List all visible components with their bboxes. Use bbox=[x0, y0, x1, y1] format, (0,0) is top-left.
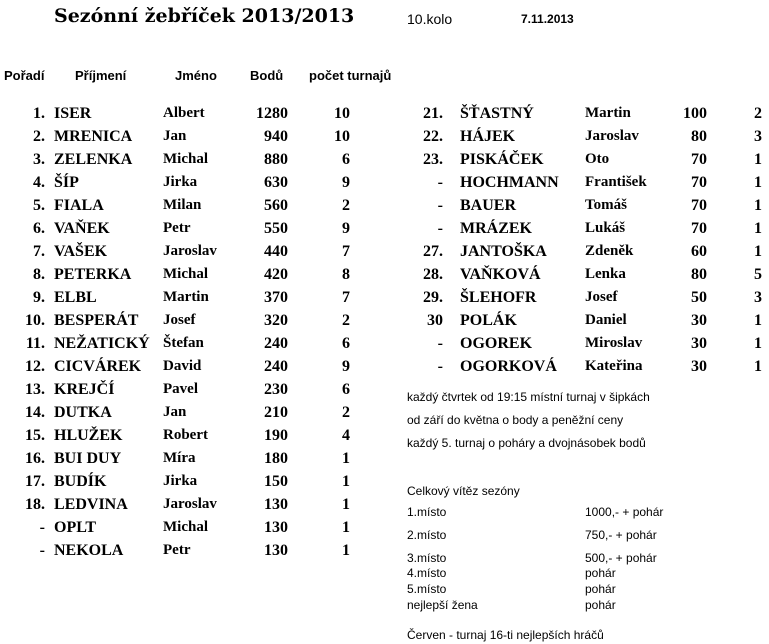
surname-cell: OGORKOVÁ bbox=[460, 358, 557, 375]
points-cell: 550 bbox=[264, 220, 288, 237]
first-name-cell: Zdeněk bbox=[585, 243, 634, 259]
tournaments-cell: 2 bbox=[754, 105, 762, 122]
points-cell: 30 bbox=[691, 335, 707, 352]
first-name-cell: Jan bbox=[163, 128, 187, 144]
surname-cell: BUI DUY bbox=[54, 450, 122, 467]
surname-cell: BESPERÁT bbox=[54, 312, 139, 329]
page-title: Sezónní žebříček 2013/2013 bbox=[54, 5, 355, 27]
tournaments-cell: 4 bbox=[342, 427, 350, 444]
prize-reward: pohár bbox=[585, 566, 616, 580]
tournaments-cell: 5 bbox=[754, 266, 762, 283]
points-cell: 1280 bbox=[256, 105, 288, 122]
rank-cell: 2. bbox=[33, 128, 45, 145]
prize-reward: 750,- + pohár bbox=[585, 528, 657, 542]
surname-cell: ŠLEHOFR bbox=[460, 289, 537, 306]
first-name-cell: František bbox=[585, 174, 647, 190]
rank-cell: - bbox=[437, 335, 443, 352]
rank-cell: 11. bbox=[25, 335, 45, 352]
tournaments-cell: 1 bbox=[754, 151, 762, 168]
surname-cell: ŠÍP bbox=[54, 174, 79, 191]
prize-place: 2.místo bbox=[407, 528, 447, 542]
tournaments-cell: 1 bbox=[342, 542, 350, 559]
first-name-cell: Jaroslav bbox=[163, 243, 217, 259]
first-name-cell: Albert bbox=[163, 105, 205, 121]
tournaments-cell: 9 bbox=[342, 174, 350, 191]
prize-place: 4.místo bbox=[407, 566, 447, 580]
surname-cell: HOCHMANN bbox=[460, 174, 559, 191]
rank-cell: 7. bbox=[33, 243, 45, 260]
surname-cell: LEDVINA bbox=[54, 496, 128, 513]
surname-cell: ŠŤASTNÝ bbox=[460, 105, 534, 122]
tournaments-cell: 6 bbox=[342, 151, 350, 168]
first-name-cell: Kateřina bbox=[585, 358, 643, 374]
surname-cell: HÁJEK bbox=[460, 128, 516, 145]
note-weekly: každý čtvrtek od 19:15 místní turnaj v šipkách bbox=[407, 390, 650, 404]
rank-cell: 3. bbox=[33, 151, 45, 168]
note-season: od září do května o body a peněžní ceny bbox=[407, 413, 624, 427]
rank-cell: 17. bbox=[25, 473, 45, 490]
rank-cell: - bbox=[437, 358, 443, 375]
rank-cell: 18. bbox=[25, 496, 45, 513]
rank-cell: 27. bbox=[423, 243, 443, 260]
tournaments-cell: 1 bbox=[754, 220, 762, 237]
tournaments-cell: 9 bbox=[342, 220, 350, 237]
rank-cell: 8. bbox=[33, 266, 45, 283]
surname-cell: OGOREK bbox=[460, 335, 533, 352]
first-name-cell: Josef bbox=[163, 312, 196, 328]
first-name-cell: Robert bbox=[163, 427, 208, 443]
first-name-cell: Jirka bbox=[163, 473, 198, 489]
points-cell: 880 bbox=[264, 151, 288, 168]
surname-cell: OPLT bbox=[54, 519, 97, 536]
rank-cell: - bbox=[437, 197, 443, 214]
surname-cell: CICVÁREK bbox=[54, 358, 142, 375]
rank-cell: 4. bbox=[33, 174, 45, 191]
prizes-title: Celkový vítěz sezóny bbox=[407, 484, 520, 498]
tournaments-cell: 10 bbox=[334, 128, 350, 145]
rank-cell: 16. bbox=[25, 450, 45, 467]
round-label: 10.kolo bbox=[407, 11, 453, 27]
points-cell: 370 bbox=[264, 289, 288, 306]
first-name-cell: Milan bbox=[163, 197, 202, 213]
first-name-cell: Michal bbox=[163, 151, 208, 167]
tournaments-cell: 7 bbox=[342, 243, 350, 260]
tournaments-cell: 1 bbox=[342, 473, 350, 490]
rank-cell: 1. bbox=[33, 105, 45, 122]
points-cell: 630 bbox=[264, 174, 288, 191]
first-name-cell: Petr bbox=[163, 220, 191, 236]
points-cell: 70 bbox=[691, 174, 707, 191]
points-cell: 150 bbox=[264, 473, 288, 490]
rank-cell: - bbox=[39, 542, 45, 559]
rank-cell: 12. bbox=[25, 358, 45, 375]
first-name-cell: Daniel bbox=[585, 312, 627, 328]
points-cell: 210 bbox=[264, 404, 288, 421]
first-name-cell: Michal bbox=[163, 266, 208, 282]
first-name-cell: Jaroslav bbox=[163, 496, 217, 512]
surname-cell: POLÁK bbox=[460, 312, 517, 329]
points-cell: 80 bbox=[691, 266, 707, 283]
first-name-cell: Martin bbox=[163, 289, 209, 305]
header-rank: Pořadí bbox=[4, 68, 45, 83]
tournaments-cell: 1 bbox=[754, 335, 762, 352]
points-cell: 70 bbox=[691, 197, 707, 214]
tournaments-cell: 1 bbox=[342, 450, 350, 467]
surname-cell: BAUER bbox=[460, 197, 517, 214]
prize-place: nejlepší žena bbox=[407, 598, 478, 612]
first-name-cell: Tomáš bbox=[585, 197, 627, 213]
tournaments-cell: 8 bbox=[342, 266, 350, 283]
tournaments-cell: 2 bbox=[342, 404, 350, 421]
rank-cell: 10. bbox=[25, 312, 45, 329]
date-label: 7.11.2013 bbox=[521, 12, 574, 26]
prize-place: 1.místo bbox=[407, 505, 447, 519]
rank-cell: 9. bbox=[33, 289, 45, 306]
tournaments-cell: 6 bbox=[342, 335, 350, 352]
surname-cell: ISER bbox=[54, 105, 92, 122]
points-cell: 100 bbox=[683, 105, 707, 122]
rank-cell: 21. bbox=[423, 105, 443, 122]
surname-cell: NEKOLA bbox=[54, 542, 124, 559]
tournaments-cell: 1 bbox=[342, 496, 350, 513]
surname-cell: FIALA bbox=[54, 197, 104, 214]
note-cups: každý 5. turnaj o poháry a dvojnásobek bodů bbox=[407, 436, 646, 450]
prize-reward: pohár bbox=[585, 598, 616, 612]
tournaments-cell: 2 bbox=[342, 197, 350, 214]
surname-cell: HLUŽEK bbox=[54, 427, 123, 444]
tournaments-cell: 7 bbox=[342, 289, 350, 306]
points-cell: 230 bbox=[264, 381, 288, 398]
surname-cell: VAŇEK bbox=[54, 220, 110, 237]
surname-cell: JANTOŠKA bbox=[460, 243, 547, 260]
points-cell: 320 bbox=[264, 312, 288, 329]
tournaments-cell: 1 bbox=[754, 358, 762, 375]
first-name-cell: Josef bbox=[585, 289, 618, 305]
points-cell: 940 bbox=[264, 128, 288, 145]
points-cell: 240 bbox=[264, 335, 288, 352]
first-name-cell: Petr bbox=[163, 542, 191, 558]
tournaments-cell: 1 bbox=[754, 312, 762, 329]
prize-reward: 500,- + pohár bbox=[585, 551, 657, 565]
points-cell: 130 bbox=[264, 496, 288, 513]
rank-cell: - bbox=[437, 220, 443, 237]
surname-cell: ELBL bbox=[54, 289, 97, 306]
tournaments-cell: 9 bbox=[342, 358, 350, 375]
first-name-cell: Miroslav bbox=[585, 335, 643, 351]
tournaments-cell: 2 bbox=[342, 312, 350, 329]
surname-cell: NEŽATICKÝ bbox=[54, 335, 150, 352]
points-cell: 70 bbox=[691, 151, 707, 168]
points-cell: 80 bbox=[691, 128, 707, 145]
surname-cell: PISKÁČEK bbox=[460, 151, 544, 168]
points-cell: 60 bbox=[691, 243, 707, 260]
surname-cell: KREJČÍ bbox=[54, 381, 115, 398]
rank-cell: 15. bbox=[25, 427, 45, 444]
rank-cell: - bbox=[437, 174, 443, 191]
rank-cell: 23. bbox=[423, 151, 443, 168]
prize-place: 5.místo bbox=[407, 582, 447, 596]
rank-cell: 28. bbox=[423, 266, 443, 283]
header-tournaments: počet turnajů bbox=[309, 68, 392, 83]
points-cell: 30 bbox=[691, 358, 707, 375]
points-cell: 180 bbox=[264, 450, 288, 467]
rank-cell: 29. bbox=[423, 289, 443, 306]
first-name-cell: Michal bbox=[163, 519, 208, 535]
tournaments-cell: 1 bbox=[754, 197, 762, 214]
tournaments-cell: 6 bbox=[342, 381, 350, 398]
points-cell: 50 bbox=[691, 289, 707, 306]
surname-cell: VAŠEK bbox=[54, 243, 108, 260]
first-name-cell: Lenka bbox=[585, 266, 626, 282]
first-name-cell: Jaroslav bbox=[585, 128, 639, 144]
rank-cell: - bbox=[39, 519, 45, 536]
surname-cell: ZELENKA bbox=[54, 151, 133, 168]
footer-note: Červen - turnaj 16-ti nejlepších hráčů bbox=[407, 628, 604, 642]
rank-cell: 5. bbox=[33, 197, 45, 214]
surname-cell: BUDÍK bbox=[54, 473, 107, 490]
surname-cell: PETERKA bbox=[54, 266, 132, 283]
points-cell: 30 bbox=[691, 312, 707, 329]
points-cell: 440 bbox=[264, 243, 288, 260]
points-cell: 190 bbox=[264, 427, 288, 444]
rank-cell: 13. bbox=[25, 381, 45, 398]
first-name-cell: Štefan bbox=[163, 335, 204, 351]
prize-place: 3.místo bbox=[407, 551, 447, 565]
prize-reward: 1000,- + pohár bbox=[585, 505, 664, 519]
rank-cell: 22. bbox=[423, 128, 443, 145]
points-cell: 420 bbox=[264, 266, 288, 283]
points-cell: 240 bbox=[264, 358, 288, 375]
first-name-cell: Jan bbox=[163, 404, 187, 420]
header-points: Bodů bbox=[250, 68, 284, 83]
tournaments-cell: 10 bbox=[334, 105, 350, 122]
first-name-cell: Míra bbox=[163, 450, 196, 466]
first-name-cell: Oto bbox=[585, 151, 610, 167]
rank-cell: 6. bbox=[33, 220, 45, 237]
rank-cell: 14. bbox=[25, 404, 45, 421]
surname-cell: MRÁZEK bbox=[460, 220, 532, 237]
header-first-name: Jméno bbox=[175, 68, 217, 83]
points-cell: 70 bbox=[691, 220, 707, 237]
tournaments-cell: 1 bbox=[342, 519, 350, 536]
points-cell: 130 bbox=[264, 519, 288, 536]
surname-cell: VAŇKOVÁ bbox=[460, 266, 541, 283]
tournaments-cell: 3 bbox=[754, 128, 762, 145]
first-name-cell: Pavel bbox=[163, 381, 198, 397]
first-name-cell: Lukáš bbox=[585, 220, 626, 236]
header-surname: Příjmení bbox=[75, 68, 127, 83]
surname-cell: MRENICA bbox=[54, 128, 133, 145]
points-cell: 130 bbox=[264, 542, 288, 559]
tournaments-cell: 3 bbox=[754, 289, 762, 306]
first-name-cell: Martin bbox=[585, 105, 631, 121]
points-cell: 560 bbox=[264, 197, 288, 214]
surname-cell: DUTKA bbox=[54, 404, 112, 421]
rank-cell: 30 bbox=[427, 312, 443, 329]
first-name-cell: Jirka bbox=[163, 174, 198, 190]
prize-reward: pohár bbox=[585, 582, 616, 596]
tournaments-cell: 1 bbox=[754, 243, 762, 260]
tournaments-cell: 1 bbox=[754, 174, 762, 191]
first-name-cell: David bbox=[163, 358, 202, 374]
